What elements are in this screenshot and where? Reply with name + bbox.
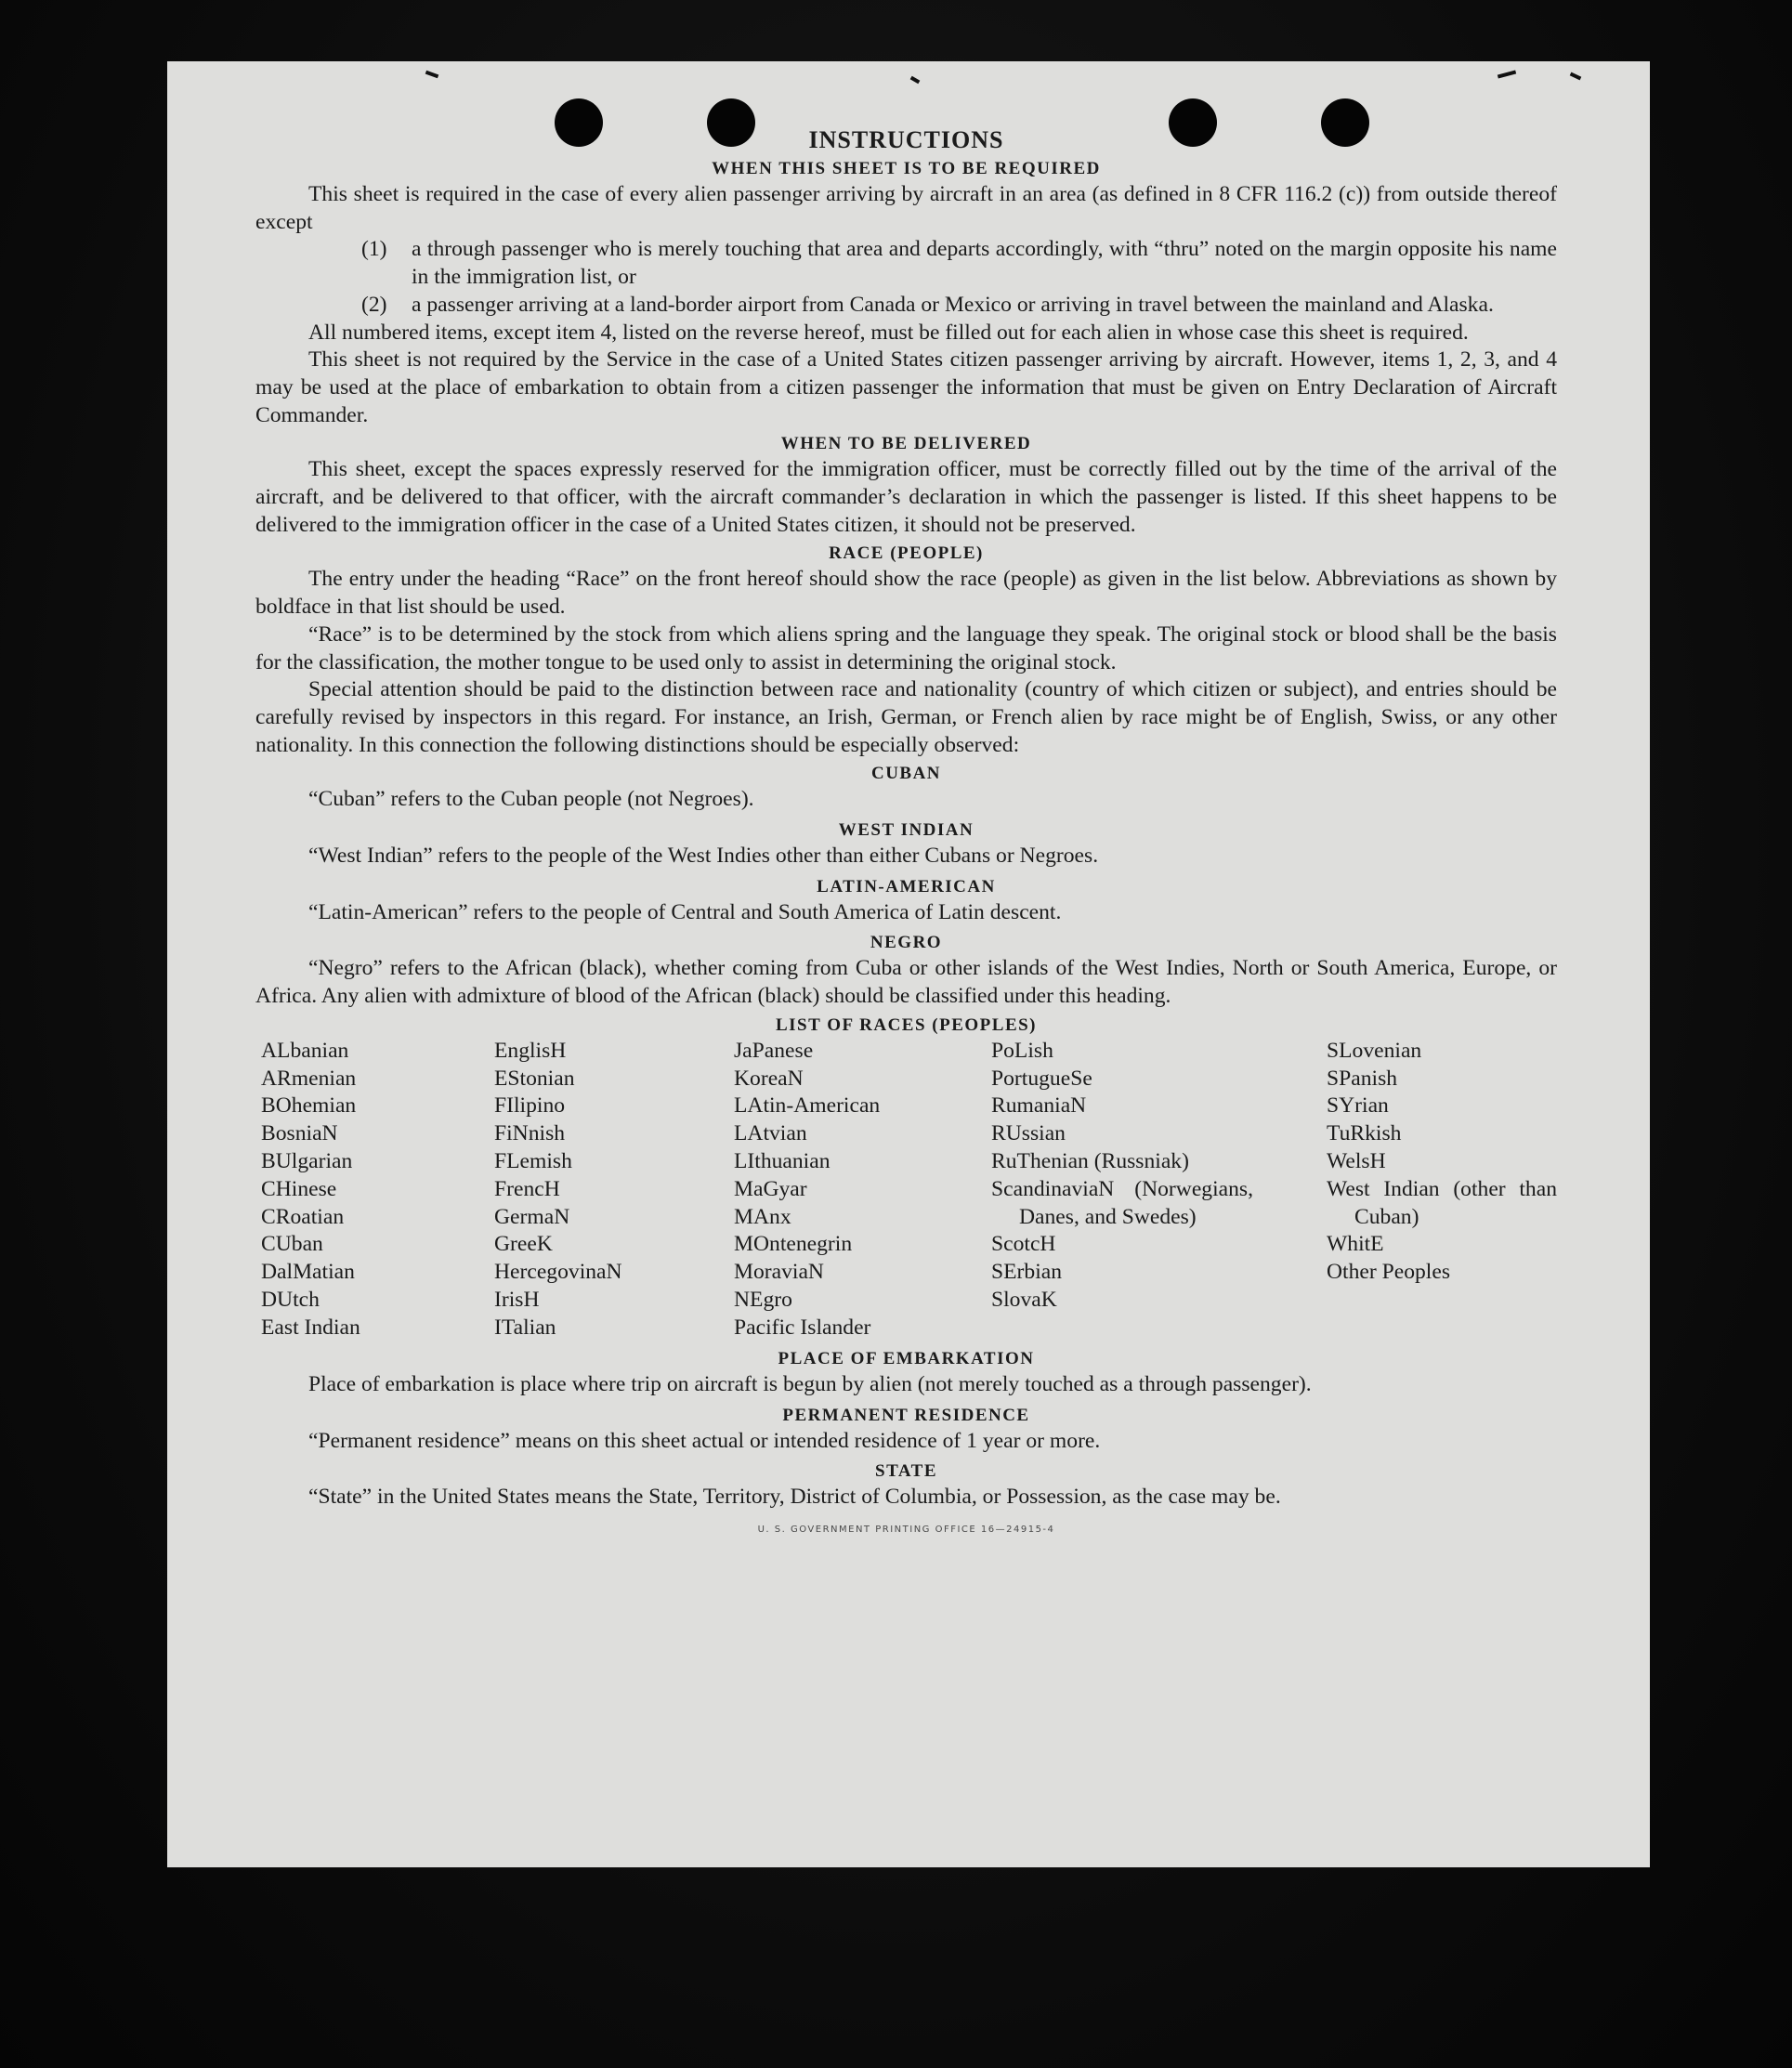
race-entry: TuRkish	[1327, 1121, 1402, 1146]
item-text: a through passenger who is merely touching that area and departs accordingly, with “thru” noted on the margin opposite his name in the immigration list, or	[412, 237, 1557, 290]
race-entry: CHinese	[261, 1176, 337, 1201]
race-entry: JaPanese	[734, 1038, 814, 1063]
race-entry: ARmenian	[261, 1066, 357, 1091]
paragraph-negro: “Negro” refers to the African (black), whether coming from Cuba or other islands of the West Indies, North or South America, Europe, or Africa. Any alien with admixture of blood of the African (black) should be classified under this heading.	[255, 956, 1557, 1009]
race-entry: SlovaK	[991, 1288, 1057, 1313]
paragraph-race-stock: “Race” is to be determined by the stock from which aliens spring and the language they speak. The original stock or blood shall be the basis for the classification, the mother tongue to be used only to assist in determining the original stock.	[255, 622, 1557, 674]
race-entry: Pacific Islander	[734, 1315, 871, 1340]
heading-negro: NEGRO	[870, 933, 943, 953]
instruction-sheet	[167, 61, 1650, 1867]
scan-speck	[425, 71, 439, 79]
paragraph-citizen: This sheet is not required by the Service in the case of a United States citizen passenger arriving by aircraft. However, items 1, 2, 3, and 4 may be used at the place of embarkation to obtain from a citizen passenger the information that must be given on Entry Declaration of Aircraft Commander.	[255, 347, 1557, 427]
scan-speck	[1570, 72, 1582, 81]
race-entry: West Indian (other than Cuban)	[1327, 1176, 1557, 1229]
paragraph-race-entry: The entry under the heading “Race” on the front hereof should show the race (people) as given in the list below. Abbreviations as shown by boldface in that list should be used.	[255, 567, 1557, 620]
paragraph-west-indian: “West Indian” refers to the people of the West Indies other than either Cubans or Negroes.	[308, 844, 1099, 869]
race-entry: MAnx	[734, 1204, 791, 1229]
race-entry: PoLish	[991, 1038, 1053, 1063]
race-entry: CUban	[261, 1232, 323, 1257]
punch-hole	[555, 98, 603, 147]
race-entry: MOntenegrin	[734, 1232, 853, 1257]
item-text: a passenger arriving at a land-border airport from Canada or Mexico or arriving in travel between the mainland and Alaska.	[412, 292, 1494, 317]
race-entry: DalMatian	[261, 1260, 355, 1285]
heading-place-of-embarkation: PLACE OF EMBARKATION	[778, 1348, 1035, 1368]
heading-permanent-residence: PERMANENT RESIDENCE	[782, 1405, 1030, 1425]
heading-when-delivered: WHEN TO BE DELIVERED	[780, 434, 1032, 454]
printer-imprint: U. S. GOVERNMENT PRINTING OFFICE 16—24915-4	[757, 1524, 1055, 1535]
heading-latin-american: LATIN-AMERICAN	[817, 876, 996, 897]
paragraph-race-nationality: Special attention should be paid to the distinction between race and nationality (country of which citizen or subject), and entries should be carefully revised by inspectors in this regard. For instance, an Irish, German, or French alien by race might be of English, Swiss, or any other nationality. In this connection the following distinctions should be especially observed:	[255, 677, 1557, 757]
race-entry: PortugueSe	[991, 1066, 1092, 1091]
paragraph-delivered: This sheet, except the spaces expressly reserved for the immigration officer, must be correctly filled out by the time of the arrival of the aircraft, and be delivered to that officer, with the aircraft commander’s declaration in which the passenger is listed. If this sheet happens to be delivered to the immigration officer in the case of a United States citizen, it should not be preserved.	[255, 457, 1557, 537]
item-number: (1)	[361, 237, 387, 262]
paragraph-required: This sheet is required in the case of every alien passenger arriving by aircraft in an area (as defined in 8 CFR 116.2 (c)) from outside thereof except	[255, 182, 1557, 234]
race-entry: FLemish	[494, 1149, 572, 1174]
race-entry: EnglisH	[494, 1038, 567, 1063]
race-column-3	[734, 1038, 880, 1342]
race-entry: WhitE	[1327, 1232, 1384, 1257]
punch-hole	[1321, 98, 1369, 147]
race-entry: RumaniaN	[991, 1093, 1087, 1119]
race-entry: RUssian	[991, 1121, 1066, 1146]
heading-west-indian: WEST INDIAN	[838, 820, 974, 841]
race-list	[255, 1038, 1557, 1344]
race-entry: LAtvian	[734, 1121, 807, 1146]
race-entry: SYrian	[1327, 1093, 1389, 1119]
paragraph-residence: “Permanent residence” means on this sheet actual or intended residence of 1 year or more.	[308, 1428, 1101, 1453]
race-entry: SErbian	[991, 1260, 1063, 1285]
paragraph-embarkation: Place of embarkation is place where trip on aircraft is begun by alien (not merely touched as a through passenger).	[308, 1371, 1312, 1396]
heading-state: STATE	[875, 1461, 937, 1482]
race-entry: KoreaN	[734, 1066, 804, 1091]
scan-speck	[910, 76, 921, 84]
race-entry: ScandinaviaN (Norwegians, Danes, and Swedes)	[991, 1176, 1253, 1229]
list-item-exception	[255, 292, 1557, 320]
heading-when-required: WHEN THIS SHEET IS TO BE REQUIRED	[712, 159, 1101, 178]
paragraph-cuban: “Cuban” refers to the Cuban people (not Negroes).	[308, 787, 754, 812]
race-entry: SPanish	[1327, 1066, 1398, 1091]
race-entry: ScotcH	[991, 1232, 1056, 1257]
race-entry: NEgro	[734, 1288, 792, 1313]
race-entry: MoraviaN	[734, 1260, 824, 1285]
list-item-exception	[255, 236, 1557, 291]
punch-hole	[1169, 98, 1217, 147]
race-entry: BOhemian	[261, 1093, 357, 1119]
race-column-2	[494, 1038, 622, 1342]
race-entry: Other Peoples	[1327, 1260, 1451, 1285]
race-entry: FIlipino	[494, 1093, 566, 1119]
race-entry: ALbanian	[261, 1038, 349, 1063]
page-title: INSTRUCTIONS	[808, 126, 1004, 153]
race-entry: BUlgarian	[261, 1149, 353, 1174]
race-entry: CRoatian	[261, 1204, 345, 1229]
race-entry: SLovenian	[1327, 1038, 1422, 1063]
race-entry: RuThenian (Russniak)	[991, 1149, 1189, 1174]
race-entry: EStonian	[494, 1066, 575, 1091]
race-entry: IrisH	[494, 1288, 540, 1313]
heading-cuban: CUBAN	[870, 764, 942, 784]
race-entry: MaGyar	[734, 1176, 807, 1201]
race-entry: FiNnish	[494, 1121, 566, 1146]
race-entry: LAtin-American	[734, 1093, 881, 1119]
race-column-5	[1327, 1038, 1557, 1287]
scan-speck	[1498, 70, 1516, 78]
paragraph-state: “State” in the United States means the State, Territory, District of Columbia, or Possession, as the case may be.	[308, 1485, 1281, 1510]
race-entry: East Indian	[261, 1315, 360, 1340]
race-column-1	[261, 1038, 360, 1342]
item-number: (2)	[361, 292, 387, 317]
race-entry: FrencH	[494, 1176, 560, 1201]
heading-list-of-races: LIST OF RACES (PEOPLES)	[775, 1014, 1038, 1035]
race-entry: WelsH	[1327, 1149, 1386, 1174]
race-entry: BosniaN	[261, 1121, 338, 1146]
race-entry: LIthuanian	[734, 1149, 831, 1174]
paragraph-numbered-items: All numbered items, except item 4, listed on the reverse hereof, must be filled out for each alien in whose case this sheet is required.	[308, 320, 1469, 345]
heading-race: RACE (PEOPLE)	[829, 543, 984, 564]
race-entry: HercegovinaN	[494, 1260, 622, 1285]
race-entry: DUtch	[261, 1288, 320, 1313]
paragraph-latin-american: “Latin-American” refers to the people of Central and South America of Latin descent.	[308, 899, 1062, 924]
race-entry: ITalian	[494, 1315, 556, 1340]
punch-hole	[707, 98, 755, 147]
race-entry: GermaN	[494, 1204, 570, 1229]
race-column-4	[991, 1038, 1253, 1315]
race-entry: GreeK	[494, 1232, 553, 1257]
